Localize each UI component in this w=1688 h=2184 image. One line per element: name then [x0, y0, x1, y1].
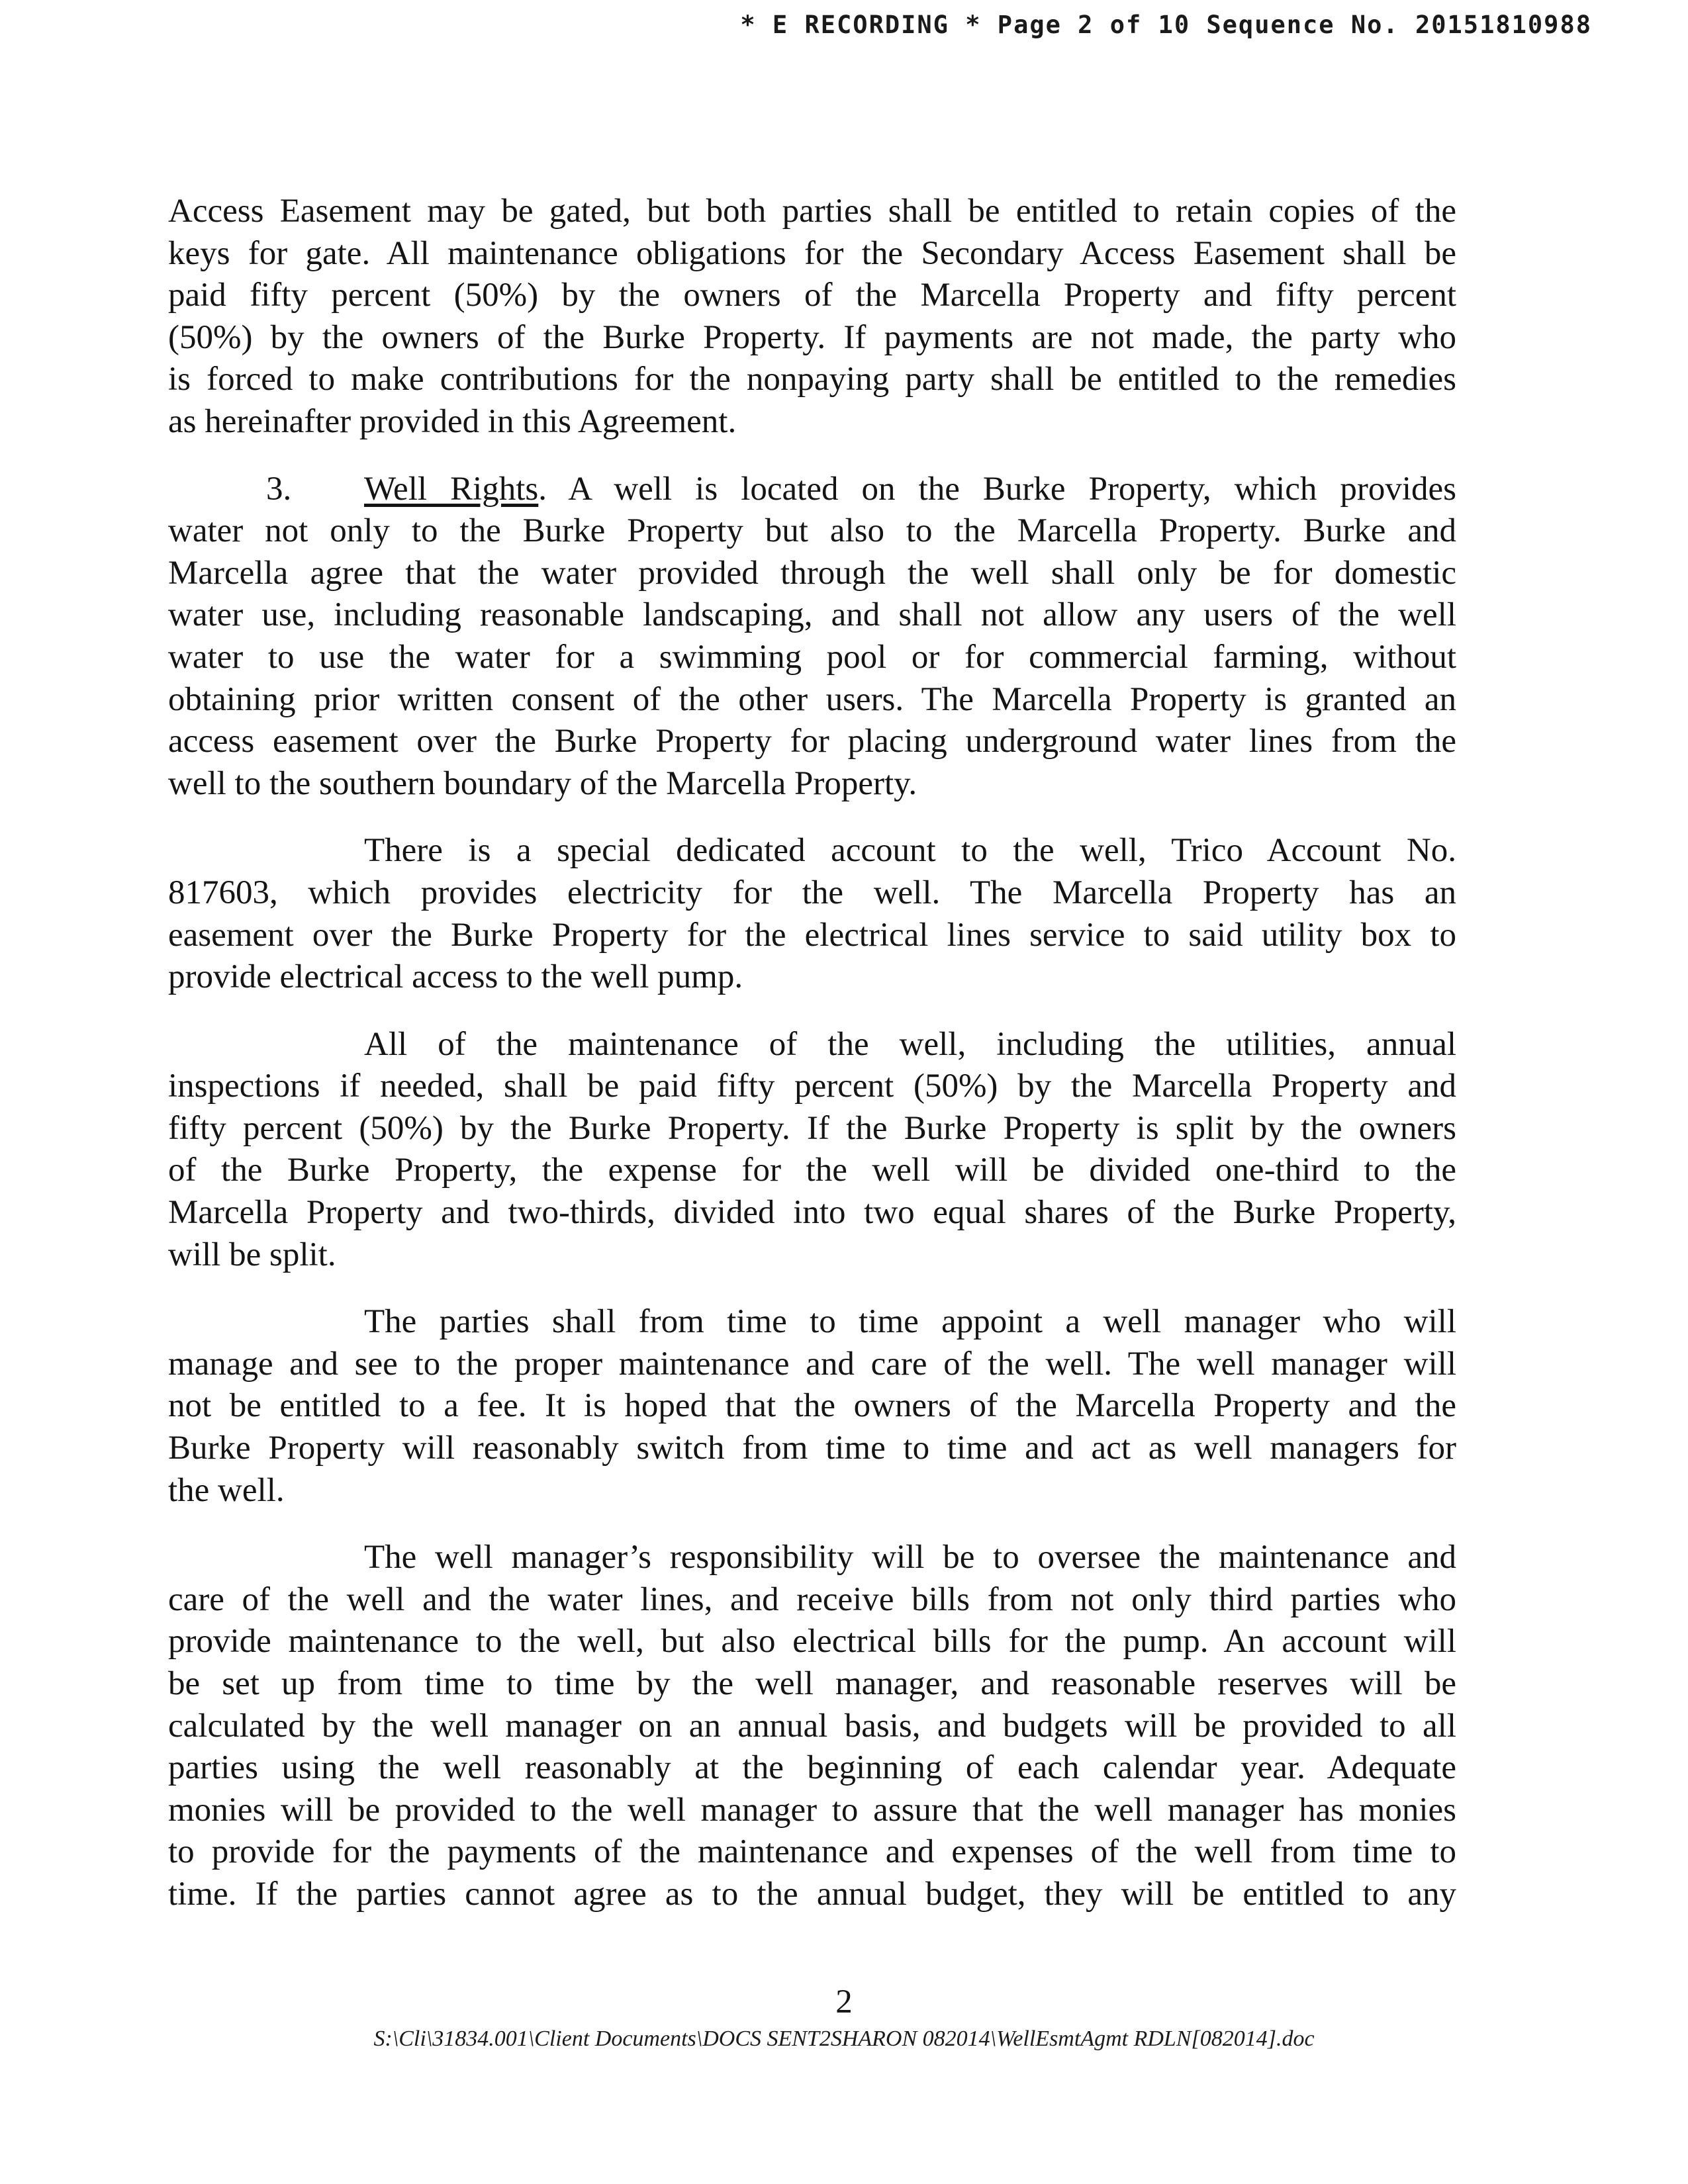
text-line: access easement over the Burke Property for placing underground water lines from the — [168, 723, 1456, 760]
text-line: inspections if needed, shall be paid fifty percent (50%) by the Marcella Property and — [168, 1068, 1456, 1105]
text-line: well to the southern boundary of the Marcella Property. — [168, 764, 917, 802]
paragraph-maintenance-split — [168, 1024, 1456, 1277]
text-line: water to use the water for a swimming pool or for commercial farming, without — [168, 638, 1456, 676]
text-line: easement over the Burke Property for the electrical lines service to said utility box to — [168, 916, 1456, 954]
section-heading: Well Rights — [364, 470, 539, 508]
section-first-line-text: . A well is located on the Burke Property, which provides — [538, 470, 1457, 508]
text-line: calculated by the well manager on an annual basis, and budgets will be provided to all — [168, 1707, 1456, 1745]
section-number: 3. — [266, 470, 292, 508]
text-line — [168, 1024, 1456, 1066]
text-line: of the Burke Property, the expense for the well will be divided one-third to the — [168, 1152, 1456, 1189]
paragraph-trico-account — [168, 830, 1456, 998]
text-line: paid fifty percent (50%) by the owners of the Marcella Property and fifty percent — [168, 277, 1456, 314]
text-line: keys for gate. All maintenance obligations for the Secondary Access Easement shall be — [168, 234, 1456, 272]
text-line: manage and see to the proper maintenance and care of the well. The well manager will — [168, 1345, 1456, 1383]
text-line-content: There is a special dedicated account to the well, Trico Account No. — [364, 832, 1456, 870]
text-line: parties using the well reasonably at the beginning of each calendar year. Adequate — [168, 1749, 1456, 1787]
text-line: provide electrical access to the well pump. — [168, 958, 743, 996]
text-line: is forced to make contributions for the nonpaying party shall be entitled to the remedies — [168, 361, 1456, 398]
text-line — [168, 830, 1456, 872]
text-line: (50%) by the owners of the Burke Property. If payments are not made, the party who — [168, 318, 1456, 356]
text-line: not be entitled to a fee. It is hoped that the owners of the Marcella Property and the — [168, 1387, 1456, 1425]
text-line — [168, 1301, 1456, 1343]
text-line: water use, including reasonable landscaping, and shall not allow any users of the well — [168, 596, 1456, 634]
text-line: fifty percent (50%) by the Burke Property. If the Burke Property is split by the owners — [168, 1109, 1456, 1147]
text-line: be set up from time to time by the well manager, and reasonable reserves will be — [168, 1665, 1456, 1702]
section-first-line — [168, 469, 1456, 511]
text-line: to provide for the payments of the maintenance and expenses of the well from time to — [168, 1833, 1456, 1871]
text-line: Marcella agree that the water provided through the well shall only be for domestic — [168, 554, 1456, 592]
text-line: the well. — [168, 1471, 285, 1509]
text-line: as hereinafter provided in this Agreement. — [168, 402, 737, 440]
section-well-rights — [168, 469, 1456, 805]
paragraph-continuation — [168, 191, 1456, 443]
text-line: water not only to the Burke Property but also to the Marcella Property. Burke and — [168, 512, 1456, 550]
text-line: monies will be provided to the well manager to assure that the well manager has monies — [168, 1791, 1456, 1829]
recording-stamp: * E RECORDING * Page 2 of 10 Sequence No. 20151810988 — [740, 11, 1592, 39]
text-line: 817603, which provides electricity for the well. The Marcella Property has an — [168, 874, 1456, 911]
text-line: Marcella Property and two-thirds, divided into two equal shares of the Burke Property, — [168, 1194, 1456, 1232]
text-line-content: The well manager’s responsibility will be to oversee the maintenance and — [364, 1539, 1456, 1576]
document-body — [168, 191, 1456, 1941]
text-line: time. If the parties cannot agree as to the annual budget, they will be entitled to any — [168, 1875, 1456, 1913]
paragraph-well-manager-responsibility — [168, 1537, 1456, 1915]
text-line: obtaining prior written consent of the other users. The Marcella Property is granted an — [168, 680, 1456, 718]
text-line-content: The parties shall from time to time appoint a well manager who will — [364, 1303, 1456, 1341]
text-line: Access Easement may be gated, but both parties shall be entitled to retain copies of the — [168, 193, 1456, 230]
text-line: provide maintenance to the well, but also electrical bills for the pump. An account will — [168, 1623, 1456, 1661]
text-line: care of the well and the water lines, and receive bills from not only third parties who — [168, 1580, 1456, 1618]
text-line: Burke Property will reasonably switch from time to time and act as well managers for — [168, 1430, 1456, 1467]
text-line-content: All of the maintenance of the well, including the utilities, annual — [364, 1025, 1456, 1063]
page-number: 2 — [835, 1983, 853, 2021]
footer-file-path: S:\Cli\31834.001\Client Documents\DOCS SENT2SHARON 082014\WellEsmtAgmt RDLN[082014].doc — [373, 2026, 1315, 2051]
text-line: will be split. — [168, 1236, 336, 1273]
text-line — [168, 1537, 1456, 1579]
paragraph-well-manager-appointment — [168, 1301, 1456, 1512]
